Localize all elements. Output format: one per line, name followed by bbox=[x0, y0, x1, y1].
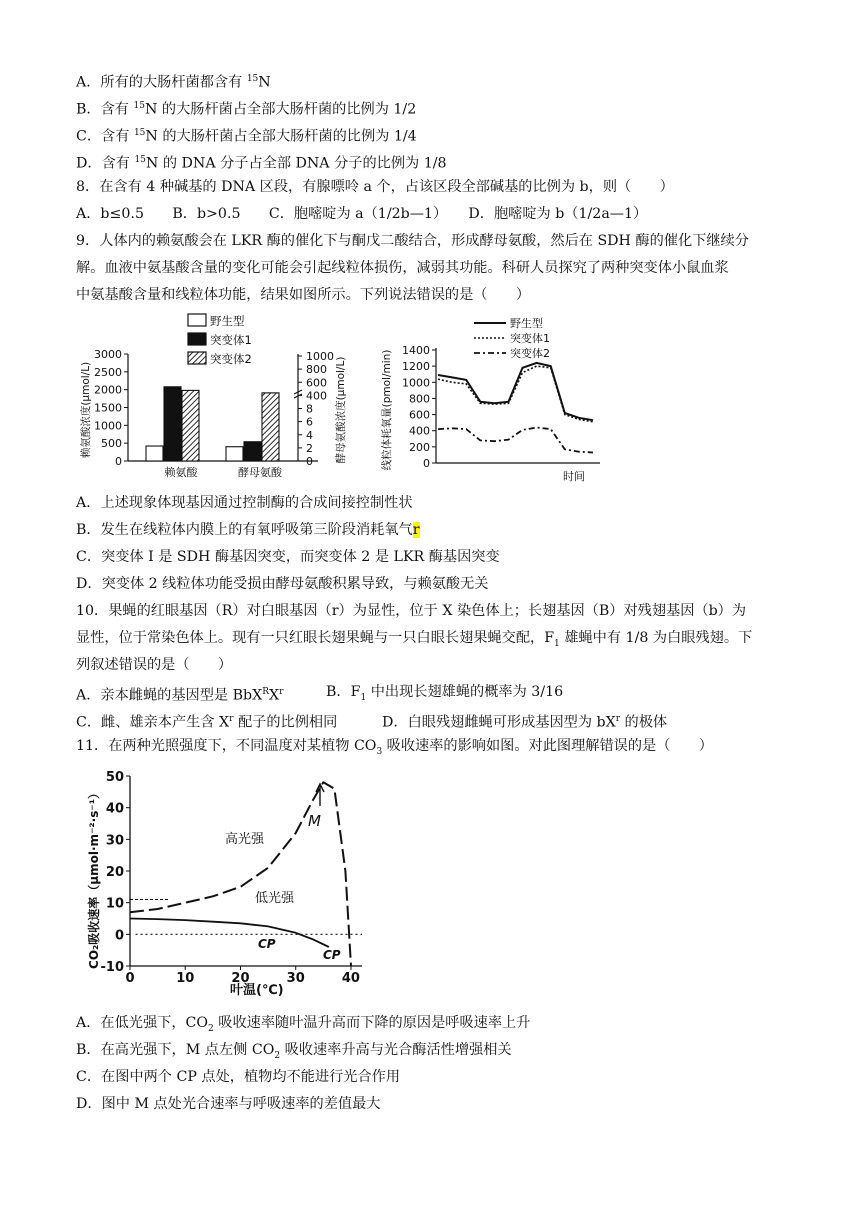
co2-ytick-label: 10 bbox=[105, 896, 124, 912]
co2-xtick-label: 10 bbox=[176, 971, 195, 986]
legend-m1: 突变体1 bbox=[210, 333, 252, 347]
line-legend-wild: 野生型 bbox=[510, 317, 543, 330]
bar-ylabel-right: 酵母氨酸浓度(μmol/L) bbox=[335, 356, 347, 464]
q7-option-b: B．含有 $^{15}$N 的大肠杆菌占全部大肠杆菌的比例为 1/2 bbox=[76, 101, 417, 118]
bar-left-tick-label: 3000 bbox=[94, 348, 122, 361]
q7-option-c: C．含有 $^{15}$N 的大肠杆菌占全部大肠杆菌的比例为 1/4 bbox=[76, 128, 417, 145]
legend-swatch-m1 bbox=[188, 333, 206, 345]
q11-option-c: C．在图中两个 CP 点处，植物均不能进行光合作用 bbox=[76, 1069, 401, 1085]
line-series-0 bbox=[438, 363, 593, 420]
line-series-2 bbox=[438, 428, 593, 453]
q9-stem-3: 中氨基酸含量和线粒体功能，结果如图所示。下列说法错误的是（ ） bbox=[76, 287, 531, 303]
legend-swatch-wild bbox=[188, 314, 206, 326]
q7-option-a: A．所有的大肠杆菌都含有 $^{15}$N bbox=[76, 74, 271, 91]
line-tick-label: 200 bbox=[409, 440, 430, 454]
bar-left-tick-label: 0 bbox=[115, 455, 122, 468]
highlight-mark: r bbox=[412, 522, 420, 538]
bar-left-ticks bbox=[94, 348, 128, 468]
line-legend-m2: 突变体2 bbox=[510, 347, 550, 360]
q8-stem: 8．在含有 4 种碱基的 DNA 区段，有腺嘌呤 a 个，占该区段全部碱基的比例为 b，则（ ） bbox=[76, 179, 674, 195]
bar-ylabel-left: 赖氨酸浓度(μmol/L) bbox=[80, 361, 92, 459]
q10-stem-1: 10．果蝇的红眼基因（R）对白眼基因（r）为显性，位于 X 染色体上；长翅基因（B）对残翅基因（b）为 bbox=[76, 603, 747, 619]
line-series bbox=[438, 363, 593, 453]
legend-m2: 突变体2 bbox=[210, 352, 252, 366]
line-legend-m1: 突变体1 bbox=[510, 332, 550, 345]
bar-chart-figure bbox=[76, 310, 366, 482]
bar-right-tick-label: 600 bbox=[306, 376, 327, 390]
line-tick-label: 0 bbox=[423, 457, 430, 470]
annot-high-light: 高光强 bbox=[225, 832, 265, 847]
q7-option-d: D．含有 $^{15}$N 的 DNA 分子占全部 DNA 分子的比例为 1/8 bbox=[76, 155, 447, 172]
line-series-1 bbox=[438, 366, 593, 422]
bar-0-0 bbox=[146, 446, 163, 461]
bar-1-1 bbox=[244, 442, 261, 461]
line-ylabel: 线粒体耗氧量(pmol/min) bbox=[381, 349, 393, 471]
q9-option-b: B．发生在线粒体内膜上的有氧呼吸第三阶段消耗氧气r bbox=[76, 522, 420, 538]
line-tick-label: 600 bbox=[409, 408, 430, 422]
legend-wild: 野生型 bbox=[210, 314, 245, 328]
q11-option-d: D．图中 M 点处光合速率与呼吸速率的差值最大 bbox=[76, 1096, 381, 1112]
co2-ytick-label: 40 bbox=[105, 801, 124, 817]
co2-series bbox=[130, 782, 351, 966]
bar-left-tick-label: 1500 bbox=[94, 401, 122, 415]
line-xlabel: 时间 bbox=[563, 470, 585, 483]
bar-right-tick-label: 1000 bbox=[306, 350, 334, 363]
q10-option-c: C．雌、雄亲本产生含 $X^r$ 配子的比例相同 bbox=[76, 714, 338, 731]
q10-stem-3: 列叙述错误的是（ ） bbox=[76, 657, 233, 673]
q11-stem: 11．在两种光照强度下，不同温度对某植物 $CO_3$ 吸收速率的影响如图。对此图理解错误的是（ ） bbox=[76, 738, 713, 757]
co2-ytick-label: -10 bbox=[100, 960, 124, 975]
bar-left-tick-label: 500 bbox=[101, 437, 122, 451]
annot-cp-2: CP bbox=[323, 948, 341, 962]
bar-right-ticks bbox=[294, 350, 334, 468]
annot-m: M bbox=[308, 812, 321, 830]
bar-marks bbox=[146, 387, 279, 461]
line-tick-label: 1000 bbox=[402, 376, 430, 390]
annot-low-light: 低光强 bbox=[255, 891, 295, 906]
q11-option-b: B．在高光强下，M 点左侧 $CO_2$ 吸收速率升高与光合酶活性增强相关 bbox=[76, 1042, 512, 1061]
bar-1-2 bbox=[262, 393, 279, 461]
co2-ytick-label: 0 bbox=[114, 928, 124, 944]
q9-option-d: D．突变体 2 线粒体功能受损由酵母氨酸积累导致，与赖氨酸无关 bbox=[76, 576, 489, 592]
co2-ytick-label: 30 bbox=[105, 833, 124, 849]
line-chart-figure bbox=[378, 310, 610, 486]
co2-ylabel: CO₂吸收速率（μmol·m⁻²·s⁻¹） bbox=[87, 787, 101, 969]
bar-left-tick-label: 2500 bbox=[94, 365, 122, 379]
line-tick-label: 1400 bbox=[402, 344, 430, 357]
q9-stem-1: 9．人体内的赖氨酸会在 LKR 酶的催化下与酮戊二酸结合，形成酵母氨酸，然后在 SDH 酶的催化下继续分 bbox=[76, 233, 749, 249]
bar-category-lys: 赖氨酸 bbox=[164, 466, 198, 479]
bar-right-tick-label: 0 bbox=[306, 455, 313, 468]
q10-option-b: B．$F_1$ 中出现长翅雄蝇的概率为 3/16 bbox=[326, 684, 564, 703]
bar-right-tick-label: 6 bbox=[306, 415, 313, 429]
bar-right-tick-label: 4 bbox=[306, 428, 313, 442]
co2-xlabel: 叶温(℃) bbox=[230, 983, 284, 998]
bar-left-tick-label: 2000 bbox=[94, 383, 122, 397]
line-tick-label: 400 bbox=[409, 424, 430, 438]
q11-option-a: A．在低光强下，$CO_2$ 吸收速率随叶温升高而下降的原因是呼吸速率上升 bbox=[76, 1015, 531, 1034]
line-ticks bbox=[402, 344, 436, 470]
co2-xtick-label: 30 bbox=[286, 971, 305, 986]
co2-ytick-label: 50 bbox=[105, 770, 124, 785]
bar-0-1 bbox=[164, 387, 181, 461]
bar-right-tick-label: 800 bbox=[306, 363, 327, 377]
q9-stem-2: 解。血液中氨基酸含量的变化可能会引起线粒体损伤，减弱其功能。科研人员探究了两种突变体小鼠血浆 bbox=[76, 260, 729, 276]
co2-xtick-label: 0 bbox=[125, 971, 135, 986]
bar-left-tick-label: 1000 bbox=[94, 419, 122, 433]
bar-right-tick-label: 8 bbox=[306, 402, 313, 416]
q9-option-a: A．上述现象体现基因通过控制酶的合成间接控制性状 bbox=[76, 495, 413, 511]
line-tick-label: 800 bbox=[409, 392, 430, 406]
q10-stem-2: 显性，位于常染色体上。现有一只红眼长翅果蝇与一只白眼长翅果蝇交配，$F_1$ 雄蝇中有 1/8 为白眼残翅。下 bbox=[76, 630, 753, 649]
q9-option-c: C．突变体 I 是 SDH 酶基因突变，而突变体 2 是 LKR 酶基因突变 bbox=[76, 549, 500, 565]
q10-option-d: D．白眼残翅雌蝇可形成基因型为 $bX^r$ 的极体 bbox=[382, 714, 668, 731]
q8-options: A．b≤0.5 B．b>0.5 C．胞嘧啶为 a（1/2b—1） D．胞嘧啶为 b（1/2a—1） bbox=[76, 206, 648, 222]
bar-right-tick-label: 2 bbox=[306, 441, 313, 455]
bar-1-0 bbox=[226, 447, 243, 461]
co2-series-0 bbox=[130, 782, 351, 966]
line-tick-label: 1200 bbox=[402, 360, 430, 374]
bar-right-tick-label: 400 bbox=[306, 389, 327, 403]
q10-option-a: A．亲本雌蝇的基因型是 $BbX^RX^r$ bbox=[76, 687, 284, 704]
co2-chart-figure bbox=[80, 768, 380, 1003]
annot-cp-1: CP bbox=[258, 937, 276, 951]
bar-category-sac: 酵母氨酸 bbox=[238, 466, 282, 479]
co2-ytick-label: 20 bbox=[105, 865, 124, 880]
bar-0-2 bbox=[182, 390, 199, 461]
legend-swatch-m2 bbox=[188, 352, 206, 364]
co2-series-1 bbox=[130, 919, 329, 948]
co2-xtick-label: 40 bbox=[341, 971, 360, 986]
co2-xtick-label: 20 bbox=[231, 971, 250, 986]
